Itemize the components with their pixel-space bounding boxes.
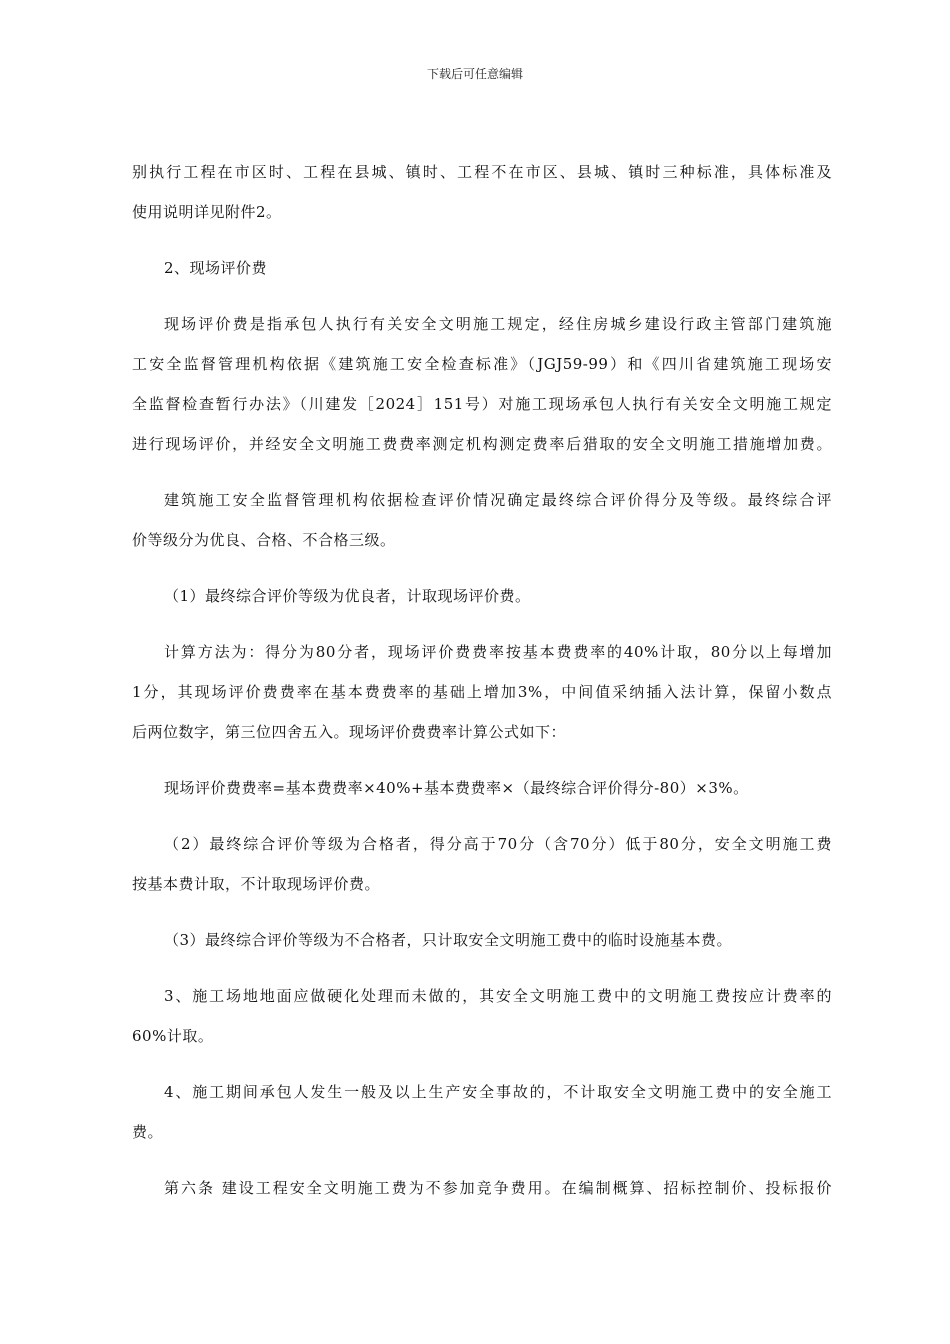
text-line: 别执行工程在市区时、工程在县城、镇时、工程不在市区、县城、镇时三种标准，具体标准及 xyxy=(132,163,832,181)
text-line: 现场评价费是指承包人执行有关安全文明施工规定，经住房城乡建设行政主管部门建筑施 xyxy=(164,315,832,333)
text-line: 3、施工场地地面应做硬化处理而未做的，其安全文明施工费中的文明施工费按应计费率的 xyxy=(164,987,832,1005)
text-line: 进行现场评价，并经安全文明施工费费率测定机构测定费率后猎取的安全文明施工措施增加费。 xyxy=(132,435,832,453)
text-line: 后两位数字，第三位四舍五入。现场评价费费率计算公式如下： xyxy=(132,723,567,741)
text-line: 计算方法为：得分为80分者，现场评价费费率按基本费费率的40%计取，80分以上每增加 xyxy=(164,643,832,661)
text-line: 费。 xyxy=(132,1123,164,1141)
paragraph-article-six xyxy=(132,1168,832,1208)
formula-line: 现场评价费费率=基本费费率×40%+基本费费率×（最终综合评价得分-80）×3%。 xyxy=(164,779,749,797)
text-line: 4、施工期间承包人发生一般及以上生产安全事故的，不计取安全文明施工费中的安全施工 xyxy=(164,1083,832,1101)
paragraph-grade-unqualified xyxy=(132,920,832,960)
section-heading-site-evaluation-fee xyxy=(132,248,832,288)
paragraph-formula xyxy=(132,768,832,808)
page-header: 下载后可任意编辑 xyxy=(426,67,523,81)
text-line: 建筑施工安全监督管理机构依据检查评价情况确定最终综合评价得分及等级。最终综合评 xyxy=(164,491,832,509)
text-line: 价等级分为优良、合格、不合格三级。 xyxy=(132,531,396,549)
paragraph-hardened-ground xyxy=(132,976,832,1056)
paragraph-safety-accident xyxy=(132,1072,832,1152)
text-line: 使用说明详见附件2。 xyxy=(132,203,282,221)
paragraph-site-evaluation-definition xyxy=(132,304,832,464)
paragraph-calculation-method xyxy=(132,632,832,752)
paragraph-execution-standards xyxy=(132,152,832,232)
document-body xyxy=(132,152,832,1208)
paragraph-grade-qualified xyxy=(132,824,832,904)
paragraph-evaluation-grades xyxy=(132,480,832,560)
text-line: 按基本费计取，不计取现场评价费。 xyxy=(132,875,381,893)
text-line: 60%计取。 xyxy=(132,1027,214,1045)
text-line: 1分，其现场评价费费率在基本费费率的基础上增加3%，中间值采纳插入法计算，保留小数点 xyxy=(132,683,832,701)
text-line: 第六条 建设工程安全文明施工费为不参加竞争费用。在编制概算、招标控制价、投标报价 xyxy=(164,1179,832,1197)
paragraph-grade-excellent xyxy=(132,576,832,616)
text-line: （3）最终综合评价等级为不合格者，只计取安全文明施工费中的临时设施基本费。 xyxy=(164,931,733,949)
text-line: 工安全监督管理机构依据《建筑施工安全检查标准》（JGJ59-99）和《四川省建筑施工现场安 xyxy=(132,355,832,373)
section-heading: 2、现场评价费 xyxy=(164,259,268,277)
text-line: （1）最终综合评价等级为优良者，计取现场评价费。 xyxy=(164,587,531,605)
text-line: （2）最终综合评价等级为合格者，得分高于70分（含70分）低于80分，安全文明施工费 xyxy=(164,835,832,853)
text-line: 全监督检查暂行办法》（川建发［2024］151号）对施工现场承包人执行有关安全文明施工规定 xyxy=(132,395,832,413)
